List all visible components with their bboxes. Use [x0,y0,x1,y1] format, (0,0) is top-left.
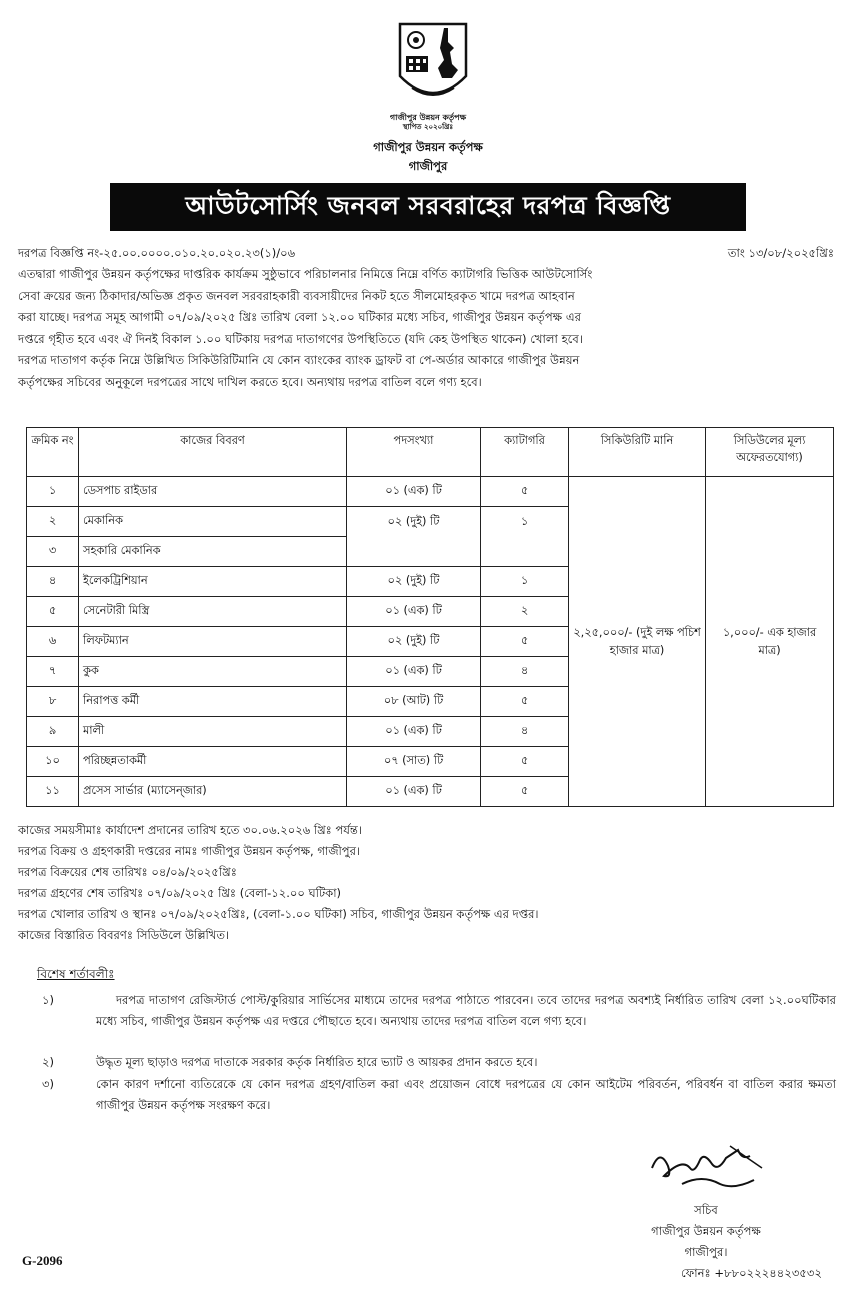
condition-text: উদ্ধৃত মূল্য ছাড়াও দরপত্র দাতাকে সরকার কর্তৃক নির্ধারিত হারে ভ্যাট ও আয়কর প্রদান করতে হবে। [96,1055,538,1069]
intro-line: এতদ্বারা গাজীপুর উন্নয়ন কর্তৃপক্ষের দাপ্তরিক কার্যক্রম সুষ্ঠুভাবে পরিচালনার নিমিত্তে নিম্নে বর্ণিত ক্যাটাগরি ভিত্তিক আউটসোর্সিং [18,267,593,281]
info-line: দরপত্র গ্রহণের শেষ তারিখঃ ০৭/০৯/২০২৫ খ্রিঃ (বেলা-১২.০০ ঘটিকা) [18,886,342,900]
cell-quantity: ০২ (দুই) টি [347,567,481,597]
cell-description: লিফটম্যান [79,627,347,657]
cell-serial: ৯ [27,717,79,747]
col-header-description: কাজের বিবরণ [79,428,347,477]
cell-description: মেকানিক [79,507,347,537]
cell-serial: ১১ [27,777,79,807]
cell-description: মালী [79,717,347,747]
logo-ring-text: গাজীপুর উন্নয়ন কর্তৃপক্ষ [389,113,467,122]
organization-logo [392,18,474,110]
cell-description: ইলেকট্রিশিয়ান [79,567,347,597]
cell-quantity: ০২ (দুই) টি [347,627,481,657]
table-header-row [27,428,834,477]
cell-category: ১ [481,567,569,597]
info-line: দরপত্র খোলার তারিখ ও স্থানঃ ০৭/০৯/২০২৫খ্রিঃ, (বেলা-১.০০ ঘটিকা) সচিব, গাজীপুর উন্নয়ন কর্তৃপক্ষ এর দপ্তর। [18,907,539,921]
intro-paragraph [18,264,834,394]
intro-line: কর্তৃপক্ষের সচিবের অনুকূলে দরপত্রের সাথে দাখিল করতে হবে। অন্যথায় দরপত্র বাতিল বলে গণ্য হবে। [18,374,482,389]
cell-security-money: ২,২৫,০০০/- (দুই লক্ষ পচিশ হাজার মাত্র) [569,477,706,807]
cell-category: ৫ [481,627,569,657]
col-header-quantity: পদসংখ্যা [347,428,481,477]
notice-code: G-2096 [22,1253,63,1268]
cell-description: নিরাপত্ত কর্মী [79,687,347,717]
cell-description: ডেসপাচ রাইডার [79,477,347,507]
cell-serial: ৬ [27,627,79,657]
cell-serial: ৩ [27,537,79,567]
cell-serial: ২ [27,507,79,537]
handwritten-signature [642,1138,772,1196]
condition-number: ১) [42,993,54,1007]
cell-description: সহকারি মেকানিক [79,537,347,567]
cell-category: ৫ [481,477,569,507]
intro-line: দরপত্র দাতাগণ কর্তৃক নিম্নে উল্লিখিত সিকিউরিটিমানি যে কোন ব্যাংকের ব্যাংক ড্রাফট বা পে-অর্ডার আকারে গাজীপুর উন্নয়ন [18,353,580,368]
memo-date: তাং ১৩/০৮/২০২৫খ্রিঃ [727,246,834,260]
col-header-serial: ক্রমিক নং [27,428,79,477]
cell-schedule-price: ১,০০০/- এক হাজার মাত্র) [706,477,834,807]
cell-quantity: ০১ (এক) টি [347,657,481,687]
condition-number: ২) [42,1055,54,1069]
cell-category: ৫ [481,687,569,717]
cell-description: প্রসেস সার্ভার (ম্যাসেন্জার) [79,777,347,807]
cell-quantity: ০২ (দুই) টি [347,507,481,567]
cell-category: ৫ [481,747,569,777]
table-row [27,477,834,507]
intro-line: দপ্তরে গৃহীত হবে এবং ঐ দিনই বিকাল ১.০০ ঘটিকায় দরপত্র দাতাগণের উপস্থিতিতে (যদি কেহ উপস্থিত থাকেন) খোলা হবে। [18,331,583,346]
cell-category: ১ [481,507,569,567]
cell-category: ৫ [481,777,569,807]
cell-quantity: ০৭ (সাত) টি [347,747,481,777]
notice-title-banner: আউটসোর্সিং জনবল সরবরাহের দরপত্র বিজ্ঞপ্তি [110,183,746,231]
signatory-block [596,1200,816,1263]
cell-serial: ১০ [27,747,79,777]
condition-text: দরপত্র দাতাগণ রেজিস্টার্ড পোস্ট/কুরিয়ার সার্ভিসের মাধ্যমে তাদের দরপত্র পাঠাতে পারবেন। তবে তাদের দরপত্র অবশ্যই নির্ধারিত তারিখ বেলা ১২.০০ঘটিকার মধ্যে সচিব, গাজীপুর উন্নয়ন কর্তৃপক্ষ এর দপ্তরে পৌছাতে হবে। অন্যথায় তাদের দরপত্র বাতিল বলে গণ্য হবে। [96,993,836,1028]
cell-description: সেনেটারী মিস্ত্রি [79,597,347,627]
cell-category: ৪ [481,657,569,687]
conditions-title: বিশেষ শর্তাবলীঃ [37,967,115,981]
cell-description: পরিচ্ছন্নতাকর্মী [79,747,347,777]
cell-quantity: ০১ (এক) টি [347,597,481,627]
contact-phone: ফোনঃ +৮৮০২২২৪৪২৩৫৩২ [681,1266,822,1280]
cell-serial: ৫ [27,597,79,627]
info-line: কাজের সময়সীমাঃ কার্যাদেশ প্রদানের তারিখ হতে ৩০.০৬.২০২৬ খ্রিঃ পর্যন্ত। [18,823,362,837]
signatory-org: গাজীপুর উন্নয়ন কর্তৃপক্ষ [651,1224,761,1238]
info-line: কাজের বিস্তারিত বিবরণঃ সিডিউলে উল্লিখিত। [18,928,230,942]
signatory-city: গাজীপুর। [684,1245,728,1259]
condition-text: কোন কারণ দর্শানো ব্যতিরেকে যে কোন দরপত্র গ্রহণ/বাতিল করা এবং প্রয়োজন বোধে দরপত্রের যে কোন আইটেম পরিবর্তন, পরিবর্ধন বা বাতিল করার ক্ষমতা গাজীপুর উন্নয়ন কর্তৃপক্ষ সংরক্ষণ করে। [96,1077,836,1112]
intro-line: সেবা ক্রয়ের জন্য ঠিকাদার/অভিজ্ঞ প্রকৃত জনবল সরবরাহকারী ব্যবসায়ীদের নিকট হতে সীলমোহরকৃত খামে দরপত্র আহবান [18,288,575,303]
logo-established-text: স্থাপিত ২০২০খ্রিঃ [402,123,454,131]
condition-number: ৩) [42,1077,54,1091]
signatory-title: সচিব [694,1203,718,1217]
cell-serial: ৮ [27,687,79,717]
cell-quantity: ০৮ (আট) টি [347,687,481,717]
cell-description: কুক [79,657,347,687]
cell-category: ২ [481,597,569,627]
cell-quantity: ০১ (এক) টি [347,477,481,507]
cell-quantity: ০১ (এক) টি [347,717,481,747]
cell-serial: ১ [27,477,79,507]
info-line: দরপত্র বিক্রয় ও গ্রহণকারী দপ্তরের নামঃ গাজীপুর উন্নয়ন কর্তৃপক্ষ, গাজীপুর। [18,844,361,858]
cell-serial: ৭ [27,657,79,687]
header-org-name: গাজীপুর উন্নয়ন কর্তৃপক্ষ [373,140,483,154]
header-city: গাজীপুর [408,159,448,173]
cell-category: ৪ [481,717,569,747]
memo-number: দরপত্র বিজ্ঞপ্তি নং-২৫.০০.০০০০.০১০.২০.০২০.২৩(১)/০৬ [18,246,296,260]
col-header-schedule-price: সিডিউলের মূল্য অফেরতযোগ্য) [706,428,834,477]
info-line: দরপত্র বিক্রয়ের শেষ তারিখঃ ০৪/০৯/২০২৫খ্রিঃ [18,865,237,879]
cell-serial: ৪ [27,567,79,597]
intro-line: করা যাচ্ছে। দরপত্র সমূহ আগামী ০৭/০৯/২০২৫ খ্রিঃ তারিখ বেলা ১২.০০ ঘটিকার মধ্যে সচিব, গাজীপুর উন্নয়ন কর্তৃপক্ষ এর [18,310,582,325]
col-header-category: ক্যাটাগরি [481,428,569,477]
positions-table [26,427,834,807]
tender-info-block [18,820,838,946]
cell-quantity: ০১ (এক) টি [347,777,481,807]
col-header-security-money: সিকিউরিটি মানি [569,428,706,477]
